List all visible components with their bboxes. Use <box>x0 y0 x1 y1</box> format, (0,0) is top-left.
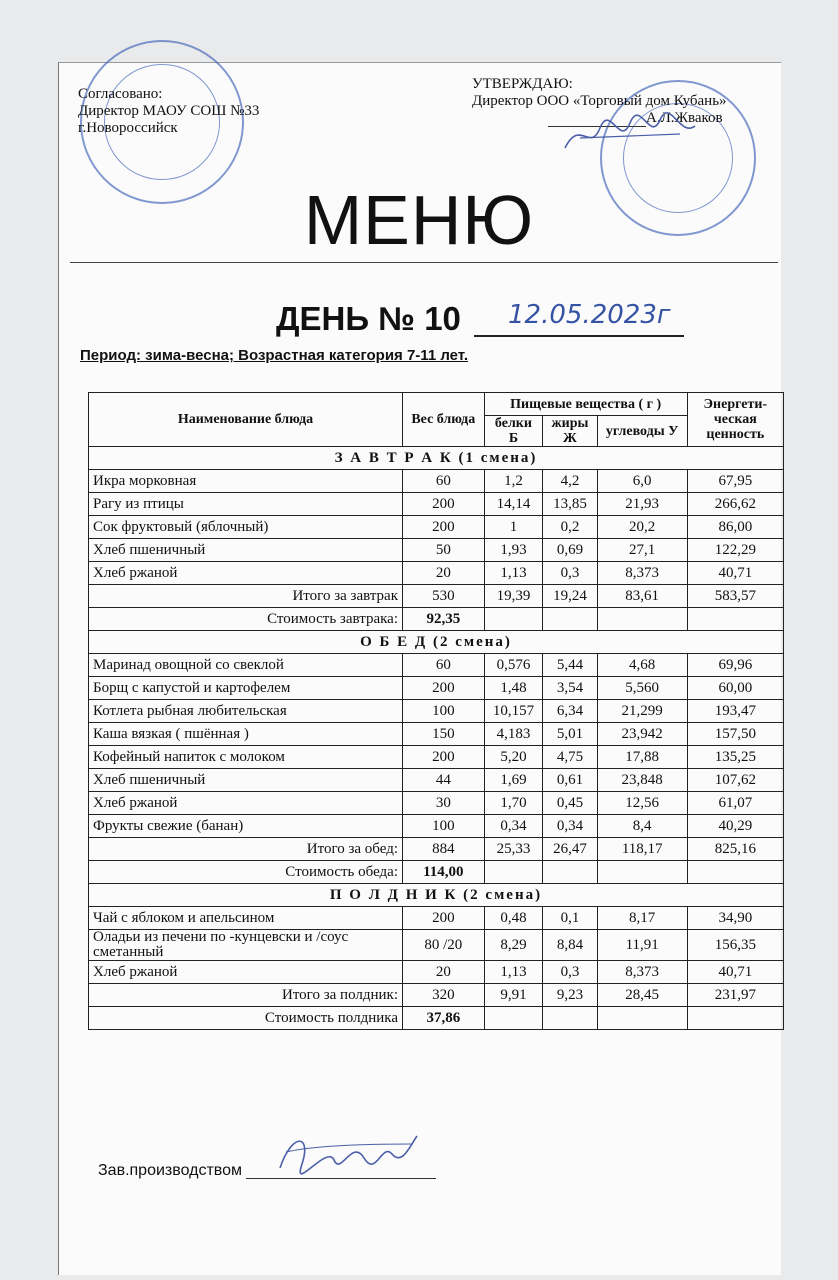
production-signature-line <box>246 1178 436 1179</box>
value-cell: 50 <box>403 539 485 562</box>
total-value: 118,17 <box>597 838 687 861</box>
table-row <box>89 815 784 838</box>
value-cell: 5,20 <box>484 746 543 769</box>
value-cell: 1,13 <box>484 961 543 984</box>
value-cell: 44 <box>403 769 485 792</box>
value-cell: 13,85 <box>543 493 597 516</box>
menu-table <box>88 392 784 1030</box>
table-row <box>89 723 784 746</box>
header-protein: белки Б <box>484 416 543 447</box>
total-value: 9,91 <box>484 984 543 1007</box>
header-nutrients: Пищевые вещества ( г ) <box>484 393 687 416</box>
value-cell: 200 <box>403 907 485 930</box>
value-cell: 156,35 <box>687 930 783 961</box>
value-cell: 20 <box>403 961 485 984</box>
dish-name-cell: Котлета рыбная любительская <box>89 700 403 723</box>
value-cell: 61,07 <box>687 792 783 815</box>
value-cell: 60 <box>403 470 485 493</box>
table-row <box>89 677 784 700</box>
director-signature-icon <box>560 108 700 158</box>
cost-row <box>89 861 784 884</box>
value-cell: 6,34 <box>543 700 597 723</box>
value-cell: 40,29 <box>687 815 783 838</box>
title-divider <box>70 262 778 263</box>
total-value: 19,39 <box>484 585 543 608</box>
value-cell: 1,2 <box>484 470 543 493</box>
value-cell: 8,17 <box>597 907 687 930</box>
dish-name-cell: Хлеб ржаной <box>89 792 403 815</box>
value-cell: 60 <box>403 654 485 677</box>
cost-row <box>89 608 784 631</box>
value-cell: 0,34 <box>484 815 543 838</box>
page-title: МЕНЮ <box>303 181 535 259</box>
value-cell: 10,157 <box>484 700 543 723</box>
value-cell: 8,29 <box>484 930 543 961</box>
value-cell: 0,45 <box>543 792 597 815</box>
value-cell: 1,70 <box>484 792 543 815</box>
dish-name-cell: Маринад овощной со свеклой <box>89 654 403 677</box>
empty-cell <box>687 1007 783 1030</box>
value-cell: 0,3 <box>543 562 597 585</box>
value-cell: 17,88 <box>597 746 687 769</box>
cost-value: 37,86 <box>403 1007 485 1030</box>
value-cell: 5,44 <box>543 654 597 677</box>
value-cell: 100 <box>403 815 485 838</box>
total-value: 9,23 <box>543 984 597 1007</box>
value-cell: 8,84 <box>543 930 597 961</box>
value-cell: 200 <box>403 493 485 516</box>
dish-name-cell: Хлеб ржаной <box>89 961 403 984</box>
cost-label: Стоимость обеда: <box>89 861 403 884</box>
value-cell: 135,25 <box>687 746 783 769</box>
value-cell: 8,373 <box>597 961 687 984</box>
value-cell: 86,00 <box>687 516 783 539</box>
production-signature-icon <box>272 1124 422 1180</box>
empty-cell <box>597 861 687 884</box>
value-cell: 5,560 <box>597 677 687 700</box>
value-cell: 4,2 <box>543 470 597 493</box>
value-cell: 107,62 <box>687 769 783 792</box>
total-value: 83,61 <box>597 585 687 608</box>
approval-line: Согласовано: <box>78 86 163 102</box>
total-value: 28,45 <box>597 984 687 1007</box>
approval-block <box>78 86 259 137</box>
total-value: 25,33 <box>484 838 543 861</box>
dish-name-cell: Сок фруктовый (яблочный) <box>89 516 403 539</box>
value-cell: 157,50 <box>687 723 783 746</box>
cost-row <box>89 1007 784 1030</box>
section-title: З А В Т Р А К (1 смена) <box>89 447 784 470</box>
total-label: Итого за обед: <box>89 838 403 861</box>
value-cell: 67,95 <box>687 470 783 493</box>
header-fat: жиры Ж <box>543 416 597 447</box>
value-cell: 0,3 <box>543 961 597 984</box>
value-cell: 0,34 <box>543 815 597 838</box>
value-cell: 14,14 <box>484 493 543 516</box>
total-label: Итого за завтрак <box>89 585 403 608</box>
total-label: Итого за полдник: <box>89 984 403 1007</box>
section-header-row <box>89 631 784 654</box>
total-value: 583,57 <box>687 585 783 608</box>
value-cell: 0,1 <box>543 907 597 930</box>
table-row <box>89 562 784 585</box>
value-cell: 27,1 <box>597 539 687 562</box>
dish-name-cell: Борщ с капустой и картофелем <box>89 677 403 700</box>
section-header-row <box>89 447 784 470</box>
value-cell: 23,848 <box>597 769 687 792</box>
dish-name-cell: Каша вязкая ( пшённая ) <box>89 723 403 746</box>
value-cell: 200 <box>403 746 485 769</box>
value-cell: 100 <box>403 700 485 723</box>
table-row <box>89 700 784 723</box>
empty-cell <box>543 608 597 631</box>
value-cell: 1,13 <box>484 562 543 585</box>
total-value: 884 <box>403 838 485 861</box>
total-value: 320 <box>403 984 485 1007</box>
empty-cell <box>484 1007 543 1030</box>
value-cell: 8,4 <box>597 815 687 838</box>
table-row <box>89 746 784 769</box>
value-cell: 69,96 <box>687 654 783 677</box>
total-value: 530 <box>403 585 485 608</box>
empty-cell <box>597 1007 687 1030</box>
dish-name-cell: Икра морковная <box>89 470 403 493</box>
table-row <box>89 654 784 677</box>
approval-line: г.Новороссийск <box>78 120 178 136</box>
day-underline <box>474 335 684 337</box>
empty-cell <box>687 608 783 631</box>
dish-name-cell: Кофейный напиток с молоком <box>89 746 403 769</box>
empty-cell <box>484 861 543 884</box>
value-cell: 266,62 <box>687 493 783 516</box>
value-cell: 20 <box>403 562 485 585</box>
value-cell: 21,299 <box>597 700 687 723</box>
total-row <box>89 984 784 1007</box>
value-cell: 11,91 <box>597 930 687 961</box>
header-weight: Вес блюда <box>403 393 485 447</box>
menu-table-body <box>89 447 784 1030</box>
value-cell: 40,71 <box>687 961 783 984</box>
total-row <box>89 838 784 861</box>
dish-name-cell: Чай с яблоком и апельсином <box>89 907 403 930</box>
empty-cell <box>543 861 597 884</box>
value-cell: 23,942 <box>597 723 687 746</box>
period-line: Период: зима-весна; Возрастная категория 7-11 лет. <box>80 347 469 364</box>
dish-name-cell: Хлеб пшеничный <box>89 539 403 562</box>
dish-name-cell: Фрукты свежие (банан) <box>89 815 403 838</box>
value-cell: 200 <box>403 677 485 700</box>
value-cell: 200 <box>403 516 485 539</box>
total-value: 19,24 <box>543 585 597 608</box>
value-cell: 4,68 <box>597 654 687 677</box>
value-cell: 122,29 <box>687 539 783 562</box>
total-row <box>89 585 784 608</box>
header-energy: Энергети-ческая ценность <box>687 393 783 447</box>
cost-label: Стоимость завтрака: <box>89 608 403 631</box>
value-cell: 12,56 <box>597 792 687 815</box>
value-cell: 5,01 <box>543 723 597 746</box>
day-title: ДЕНЬ № 10 <box>276 300 461 337</box>
day-date: 12.05.2023г <box>508 300 671 330</box>
value-cell: 80 /20 <box>403 930 485 961</box>
table-row <box>89 907 784 930</box>
value-cell: 1,69 <box>484 769 543 792</box>
value-cell: 60,00 <box>687 677 783 700</box>
value-cell: 40,71 <box>687 562 783 585</box>
empty-cell <box>597 608 687 631</box>
total-value: 231,97 <box>687 984 783 1007</box>
value-cell: 6,0 <box>597 470 687 493</box>
value-cell: 8,373 <box>597 562 687 585</box>
value-cell: 0,2 <box>543 516 597 539</box>
table-row <box>89 792 784 815</box>
table-row <box>89 539 784 562</box>
table-row <box>89 516 784 539</box>
cost-value: 92,35 <box>403 608 485 631</box>
value-cell: 20,2 <box>597 516 687 539</box>
value-cell: 4,75 <box>543 746 597 769</box>
table-row <box>89 493 784 516</box>
value-cell: 1,48 <box>484 677 543 700</box>
header-dish-name: Наименование блюда <box>89 393 403 447</box>
value-cell: 34,90 <box>687 907 783 930</box>
section-title: О Б Е Д (2 смена) <box>89 631 784 654</box>
dish-name-cell: Оладьи из печени по -кунцевски и /соус сметанный <box>89 930 403 961</box>
total-value: 825,16 <box>687 838 783 861</box>
approve-signer: А.Л.Жваков <box>646 110 723 126</box>
table-row <box>89 470 784 493</box>
value-cell: 193,47 <box>687 700 783 723</box>
empty-cell <box>543 1007 597 1030</box>
cost-label: Стоимость полдника <box>89 1007 403 1030</box>
value-cell: 3,54 <box>543 677 597 700</box>
approval-line: Директор МАОУ СОШ №33 <box>78 103 260 119</box>
section-header-row <box>89 884 784 907</box>
value-cell: 0,576 <box>484 654 543 677</box>
value-cell: 30 <box>403 792 485 815</box>
dish-name-cell: Хлеб ржаной <box>89 562 403 585</box>
dish-name-cell: Хлеб пшеничный <box>89 769 403 792</box>
value-cell: 0,69 <box>543 539 597 562</box>
empty-cell <box>484 608 543 631</box>
value-cell: 21,93 <box>597 493 687 516</box>
value-cell: 0,61 <box>543 769 597 792</box>
total-value: 26,47 <box>543 838 597 861</box>
value-cell: 150 <box>403 723 485 746</box>
table-row <box>89 769 784 792</box>
approve-position: Директор ООО «Торговый дом Кубань» <box>472 93 727 109</box>
section-title: П О Л Д Н И К (2 смена) <box>89 884 784 907</box>
empty-cell <box>687 861 783 884</box>
value-cell: 4,183 <box>484 723 543 746</box>
table-row <box>89 930 784 961</box>
value-cell: 1,93 <box>484 539 543 562</box>
dish-name-cell: Рагу из птицы <box>89 493 403 516</box>
production-manager-label: Зав.производством <box>98 1162 242 1179</box>
table-row <box>89 961 784 984</box>
approve-heading: УТВЕРЖДАЮ: <box>472 76 573 92</box>
header-carbs: углеводы У <box>597 416 687 447</box>
value-cell: 0,48 <box>484 907 543 930</box>
value-cell: 1 <box>484 516 543 539</box>
cost-value: 114,00 <box>403 861 485 884</box>
